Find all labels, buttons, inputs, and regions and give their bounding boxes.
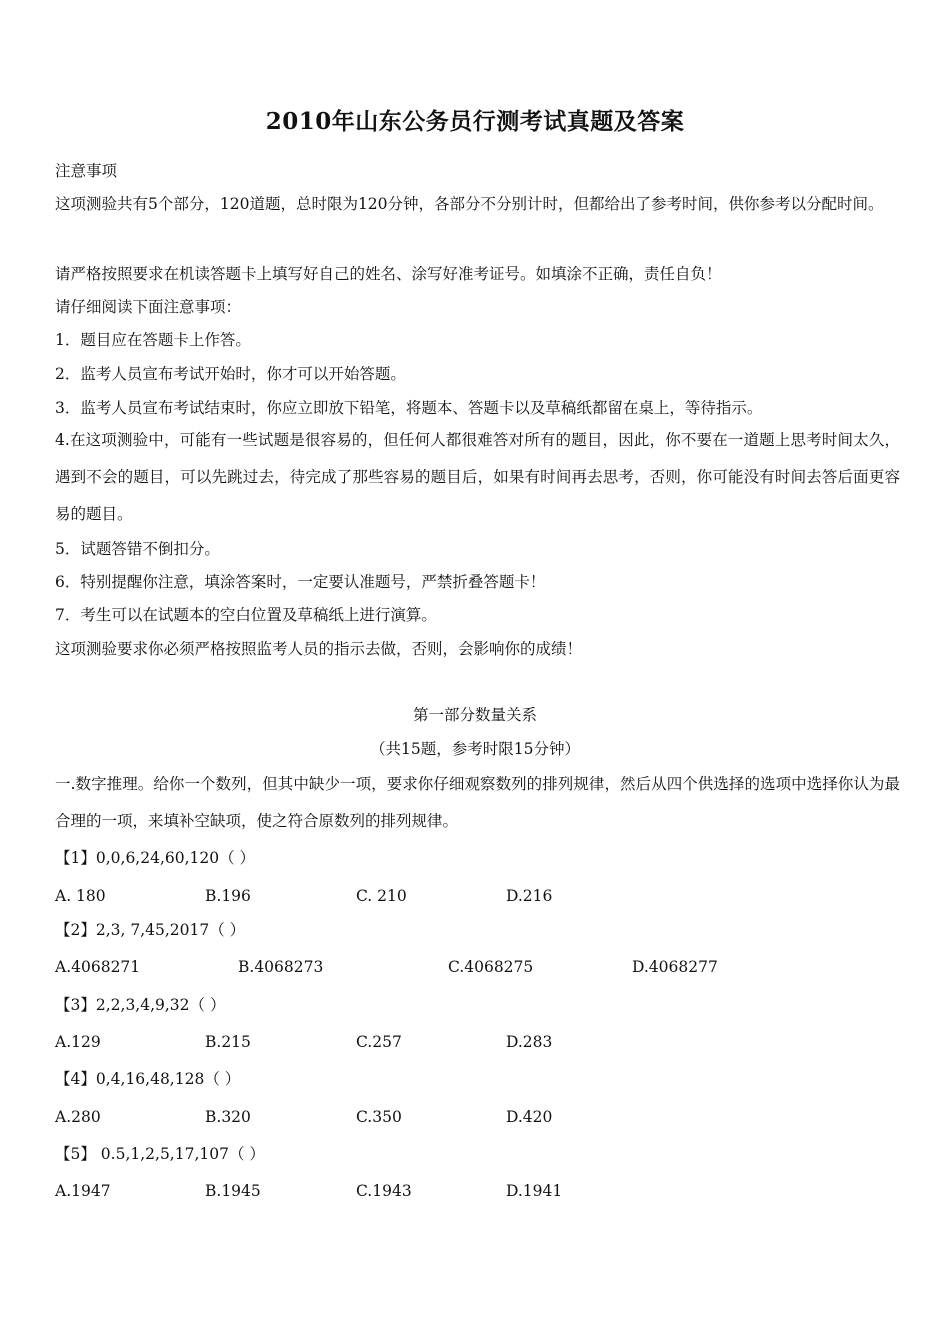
answer-option: B.215 (205, 1033, 251, 1051)
notice-item: 4.在这项测验中，可能有一些试题是很容易的，但任何人都很难答对所有的题目，因此，你不要在一道题上思考时间太久，遇到不会的题目，可以先跳过去，待完成了那些容易的题目后，如果有时间再去思考，否则，你可能没有时间去答后面更容易的题目。 (55, 431, 900, 523)
question-stem: 【4】0,4,16,48,128（ ） (55, 1070, 241, 1088)
answer-option: C.4068275 (448, 958, 534, 976)
answer-option: B.4068273 (238, 958, 324, 976)
answer-option: A. 180 (55, 887, 106, 905)
notice-intro: 这项测验共有5个部分，120道题，总时限为120分钟，各部分不分别计时，但都给出了参考时间，供你参考以分配时间。 (55, 195, 884, 213)
notice-item: 7．考生可以在试题本的空白位置及草稿纸上进行演算。 (55, 606, 437, 624)
answer-option: D.4068277 (632, 958, 718, 976)
notice-item: 2．监考人员宣布考试开始时，你才可以开始答题。 (55, 365, 406, 383)
question-stem: 【5】 0.5,1,2,5,17,107（ ） (55, 1145, 265, 1163)
section-instruction: 一.数字推理。给你一个数列，但其中缺少一项，要求你仔细观察数列的排列规律，然后从四个供选择的选项中选择你认为最合理的一项，来填补空缺项，使之符合原数列的排列规律。 (55, 775, 900, 830)
question-stem: 【1】0,0,6,24,60,120（ ） (55, 849, 256, 867)
notice-item: 6．特别提醒你注意，填涂答案时，一定要认准题号，严禁折叠答题卡！ (55, 573, 546, 591)
answer-option: A.280 (55, 1108, 101, 1126)
answer-option: C.350 (356, 1108, 402, 1126)
answer-option: A.4068271 (55, 958, 141, 976)
answer-option: D.216 (506, 887, 553, 905)
answer-option: B.320 (205, 1108, 251, 1126)
answer-option: D.1941 (506, 1182, 563, 1200)
answer-option: C. 210 (356, 887, 407, 905)
section-title: 第一部分数量关系 (412, 706, 537, 724)
question-stem: 【3】2,2,3,4,9,32（ ） (55, 996, 226, 1014)
answer-option: C.1943 (356, 1182, 412, 1200)
notice-item: 1．题目应在答题卡上作答。 (55, 331, 251, 349)
answer-option: D.283 (506, 1033, 553, 1051)
answer-option: B.196 (205, 887, 251, 905)
section-subtitle: （共15题，参考时限15分钟） (370, 740, 580, 758)
answer-option: C.257 (356, 1033, 402, 1051)
notice-line-3: 请仔细阅读下面注意事项： (55, 298, 242, 316)
question-stem: 【2】2,3, 7,45,2017（ ） (55, 921, 246, 939)
notice-item: 5．试题答错不倒扣分。 (55, 540, 220, 558)
answer-option: A.129 (55, 1033, 101, 1051)
notice-closing: 这项测验要求你必须严格按照监考人员的指示去做，否则，会影响你的成绩！ (55, 640, 583, 658)
answer-option: A.1947 (55, 1182, 111, 1200)
answer-option: B.1945 (205, 1182, 261, 1200)
answer-option: D.420 (506, 1108, 553, 1126)
notice-line-2: 请严格按照要求在机读答题卡上填写好自己的姓名、涂写好准考证号。如填涂不正确，责任自负！ (55, 265, 722, 283)
document-title: 2010年山东公务员行测考试真题及答案 (265, 108, 685, 135)
notice-heading: 注意事项 (55, 162, 118, 180)
notice-item: 3．监考人员宣布考试结束时，你应立即放下铅笔，将题本、答题卡以及草稿纸都留在桌上，等待指示。 (55, 399, 763, 417)
